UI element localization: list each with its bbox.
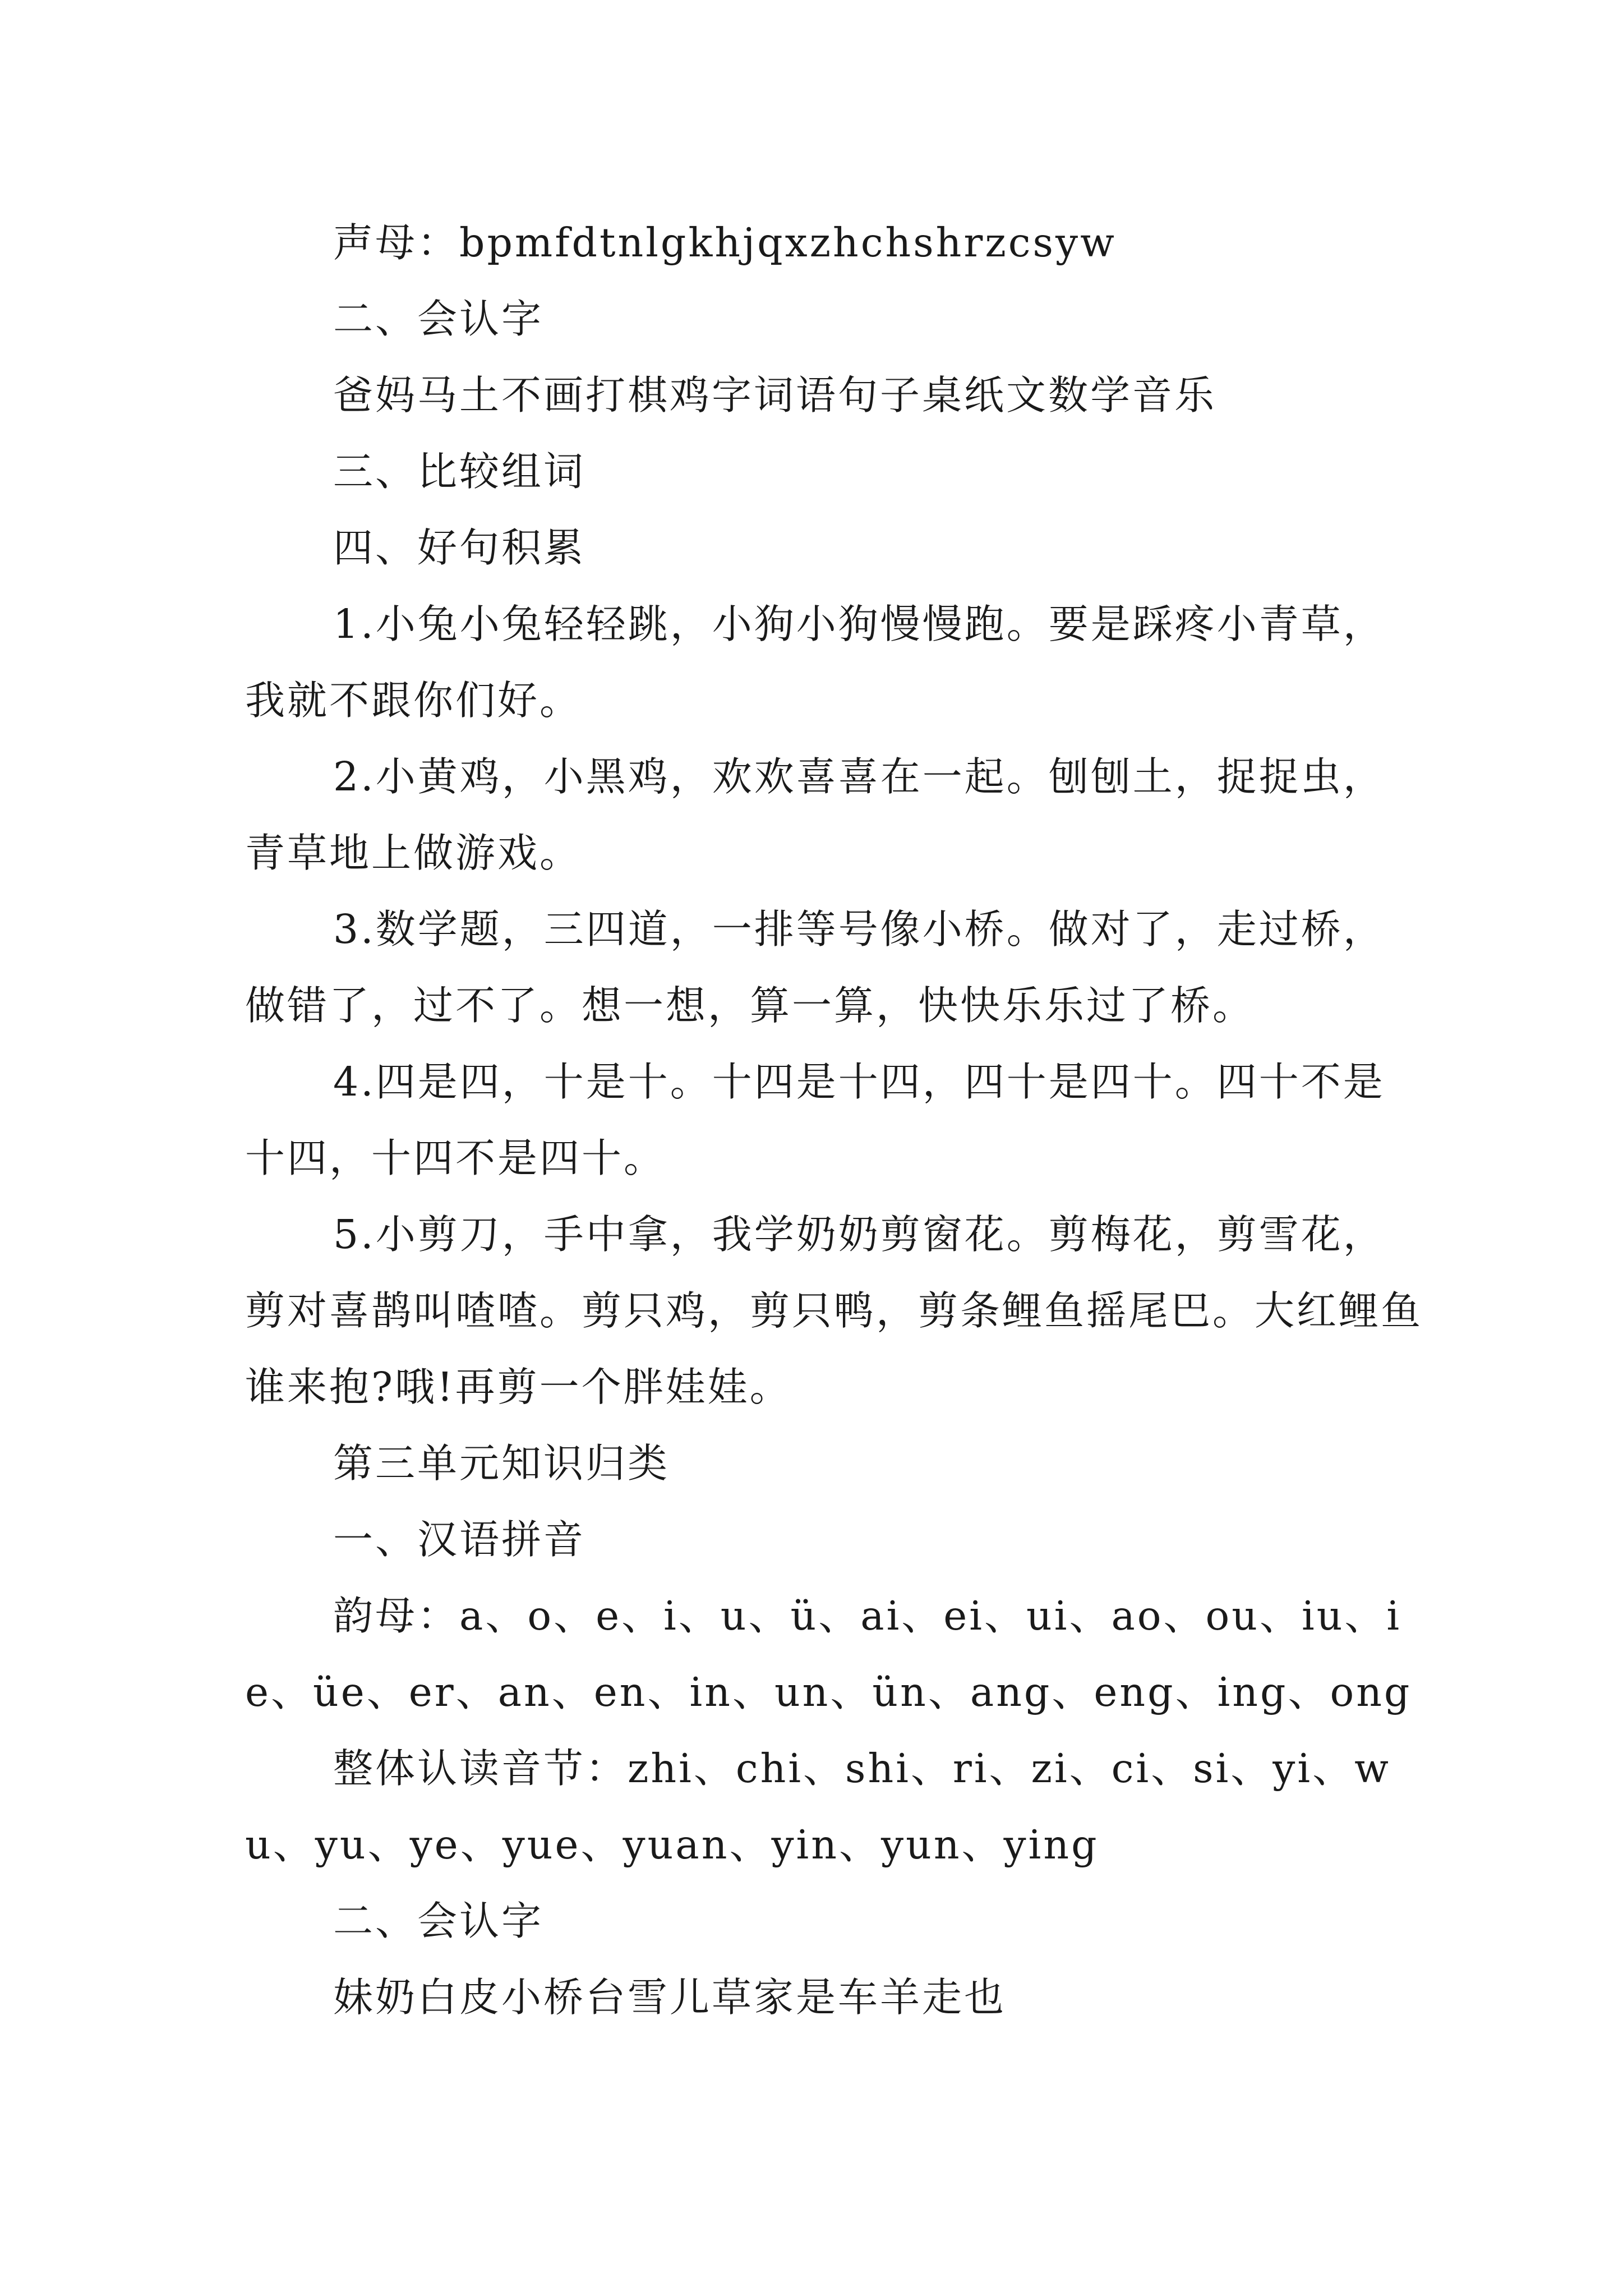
heading-recognize-chars: 二、会认字: [333, 296, 544, 342]
heading-compare-words: 三、比较组词: [333, 448, 586, 495]
sentence-item-3: 3.数学题，三四道，一排等号像小桥。做对了，走过桥，做错了，过不了。想一想，算一算，快快乐乐过了桥。: [245, 906, 1385, 1029]
paragraph-whole-syllables: 整体认读音节：zhi、chi、shi、ri、zi、ci、si、yi、wu、yu、ye、yue、yuan、yin、yun、ying: [245, 1745, 1391, 1868]
sentence-item-5: 5.小剪刀，手中拿，我学奶奶剪窗花。剪梅花，剪雪花，剪对喜鹊叫喳喳。剪只鸡，剪只鸭，剪条鲤鱼摇尾巴。大红鲤鱼谁来抱?哦!再剪一个胖娃娃。: [245, 1211, 1423, 1410]
paragraph-chars-list-2: 妹奶白皮小桥台雪儿草家是车羊走也: [333, 1974, 1007, 2021]
paragraph-finals: 韵母：a、o、e、i、u、ü、ai、ei、ui、ao、ou、iu、ie、üe、er、an、en、in、un、ün、ang、eng、ing、ong: [245, 1593, 1412, 1715]
heading-pinyin: 一、汉语拼音: [333, 1516, 586, 1563]
paragraph-chars-list: 爸妈马土不画打棋鸡字词语句子桌纸文数学音乐: [333, 372, 1217, 418]
heading-good-sentences: 四、好句积累: [333, 524, 586, 571]
sentence-item-2: 2.小黄鸡，小黑鸡，欢欢喜喜在一起。刨刨土，捉捉虫，青草地上做游戏。: [245, 753, 1385, 876]
sentence-item-4: 4.四是四，十是十。十四是十四，四十是四十。四十不是十四，十四不是四十。: [245, 1059, 1385, 1181]
document-body: [245, 205, 1423, 2036]
paragraph-initials: 声母：bpmfdtnlgkhjqxzhchshrzcsyw: [333, 219, 1117, 266]
sentence-item-1: 1.小兔小兔轻轻跳，小狗小狗慢慢跑。要是踩疼小青草，我就不跟你们好。: [245, 601, 1385, 724]
heading-recognize-chars-2: 二、会认字: [333, 1898, 544, 1944]
heading-unit-three: 第三单元知识归类: [333, 1440, 670, 1487]
